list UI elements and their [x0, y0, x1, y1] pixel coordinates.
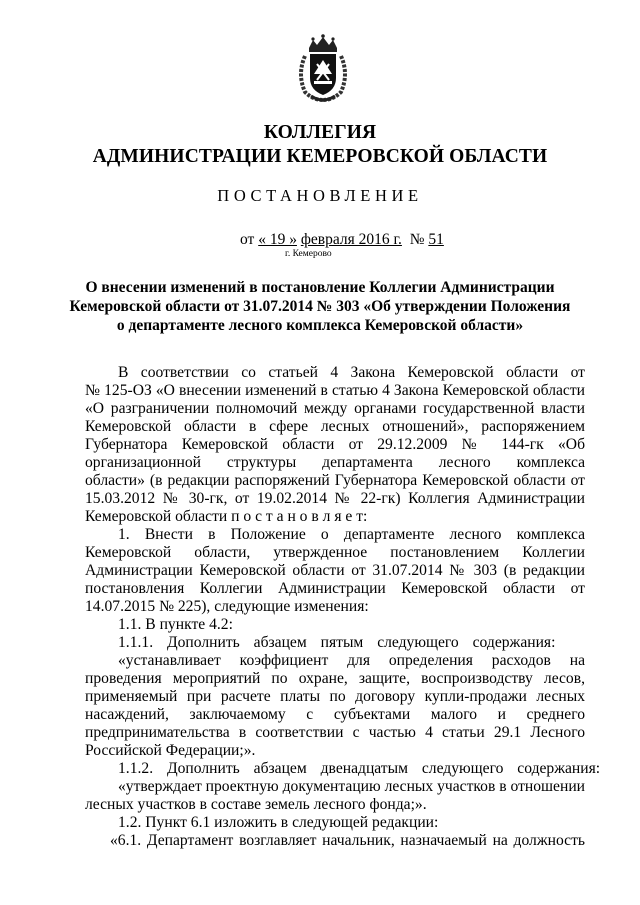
body-line: 1.2. Пункт 6.1 изложить в следующей редакции: [118, 814, 439, 831]
body-line: постановления Коллегии Администрации Кемеровской области от [85, 580, 585, 597]
body-line: насаждений, заключаемому с субъектами малого и среднего [85, 706, 585, 723]
body-line: 1.1. В пункте 4.2: [118, 616, 233, 633]
body-line: 1.1.2. Дополнить абзацем двенадцатым следующего содержания: [118, 760, 601, 777]
body-line: Администрации Кемеровской области от 31.07.2014 № 303 (в редакции [85, 562, 585, 579]
document-city: г. Кемерово [285, 249, 332, 259]
organization-subtitle: АДМИНИСТРАЦИИ КЕМЕРОВСКОЙ ОБЛАСТИ [92, 146, 548, 167]
body-line: «устанавливает коэффициент для определения расходов на [118, 652, 585, 669]
organization-title: КОЛЛЕГИЯ [263, 122, 377, 143]
document-number: 51 [428, 231, 444, 248]
body-line: применяемый при расчете платы по договору купли-продажи лесных [85, 688, 585, 705]
date-month-year: февраля 2016 г. [300, 231, 402, 248]
body-line: лесных участков в составе земель лесного фонда;». [85, 796, 427, 813]
number-label: № [409, 231, 425, 248]
body-line: 1.1.1. Дополнить абзацем пятым следующего содержания: [118, 634, 556, 651]
body-line: 15.03.2012 № 30-гк, от 19.02.2014 № 22-гк) Коллегия Администрации [85, 490, 585, 507]
body-line: Губернатора Кемеровской области от 29.12.2009 № 144-гк «Об [85, 436, 585, 453]
subject-line-1: О внесении изменений в постановление Коллегии Администрации [85, 279, 555, 296]
body-line: Российской Федерации;». [85, 742, 256, 759]
body-line: 1. Внести в Положение о департаменте лесного комплекса [118, 526, 585, 543]
subject-line-2: Кемеровской области от 31.07.2014 № 303 «Об утверждении Положения [69, 298, 571, 315]
body-line: Кемеровской области, утвержденное постановлением Коллегии [85, 544, 585, 561]
body-line: Кемеровской области п о с т а н о в л я е т: [85, 508, 368, 525]
body-line: «утверждает проектную документацию лесных участков в отношении [118, 778, 585, 795]
date-prefix: от [240, 231, 255, 248]
coat-of-arms-emblem [295, 34, 351, 104]
body-line: № 125-ОЗ «О внесении изменений в статью 4 Закона Кемеровской области [85, 382, 585, 399]
body-line: организационной структуры департамента лесного комплекса [85, 454, 585, 471]
body-line: области» (в редакции распоряжений Губернатора Кемеровской области от [85, 472, 585, 489]
body-line: проведения мероприятий по охране, защите, воспроизводству лесов, [85, 670, 585, 687]
document-date-line [240, 231, 444, 249]
body-line: предпринимательства в соответствии с частью 4 статьи 29.1 Лесного [85, 724, 585, 741]
body-line: 14.07.2015 № 225), следующие изменения: [85, 598, 369, 615]
body-line: В соответствии со статьей 4 Закона Кемеровской области от [118, 364, 585, 381]
subject-line-3: о департаменте лесного комплекса Кемеровской области» [116, 317, 524, 334]
document-type: ПОСТАНОВЛЕНИЕ [217, 186, 423, 205]
body-line: «6.1. Департамент возглавляет начальник, назначаемый на должность [110, 832, 585, 849]
date-day: « 19 » [258, 231, 297, 248]
body-line: Кемеровской области в сфере лесных отношений», распоряжением [85, 418, 585, 435]
body-line: «О разграничении полномочий между органами государственной власти [85, 400, 585, 417]
